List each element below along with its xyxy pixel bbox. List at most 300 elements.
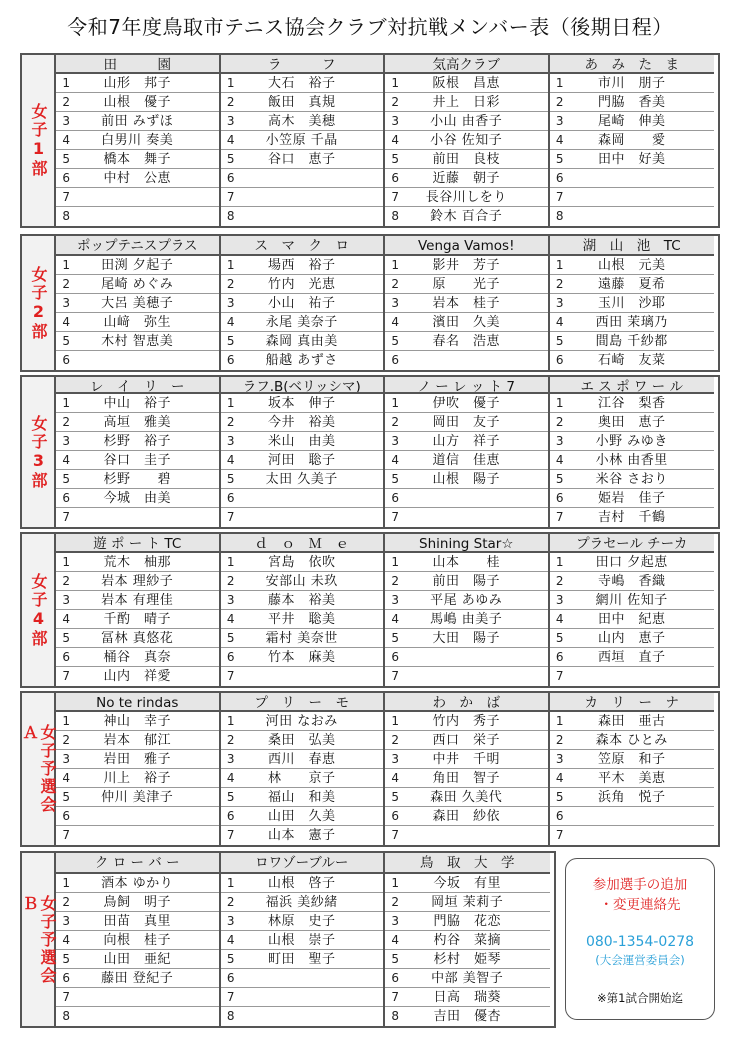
member-row bbox=[221, 489, 384, 508]
member-row bbox=[385, 788, 548, 807]
member-name: 山﨑 弥生 bbox=[103, 315, 171, 330]
member-number: 5 bbox=[62, 790, 70, 804]
member-number: 6 bbox=[226, 171, 235, 185]
member-name: 森田 紗依 bbox=[432, 809, 500, 824]
member-name bbox=[570, 207, 715, 226]
member-number: 2 bbox=[555, 574, 564, 588]
member-name: 平井 聡美 bbox=[267, 612, 336, 627]
member-name: 田中 好美 bbox=[597, 152, 666, 167]
member-number: 7 bbox=[62, 190, 70, 204]
member-name: 大呂 美穂子 bbox=[101, 296, 174, 311]
member-name: 桑田 弘美 bbox=[267, 733, 336, 748]
member-name bbox=[76, 207, 219, 226]
team-column bbox=[56, 534, 221, 686]
member-number: 7 bbox=[555, 828, 564, 842]
member-name: 高木 美穂 bbox=[267, 114, 336, 129]
member-name: 小野 みゆき bbox=[595, 434, 668, 449]
team-name: ス マ ク ロ bbox=[221, 236, 384, 256]
member-name: 高垣 雅美 bbox=[103, 415, 171, 430]
member-number: 5 bbox=[226, 952, 235, 966]
member-name: 荒木 柚那 bbox=[103, 555, 171, 570]
member-number: 5 bbox=[226, 472, 235, 486]
member-number: 8 bbox=[555, 209, 564, 223]
member-name: 岩本 郁江 bbox=[103, 733, 171, 748]
member-number: 4 bbox=[391, 453, 399, 467]
member-number: 5 bbox=[226, 790, 235, 804]
member-row bbox=[385, 470, 548, 489]
member-row bbox=[221, 591, 384, 610]
member-number: 1 bbox=[391, 876, 399, 890]
member-name: 山本 桂 bbox=[432, 555, 500, 570]
member-number: 1 bbox=[62, 714, 70, 728]
member-row bbox=[550, 256, 715, 275]
member-number: 6 bbox=[391, 353, 399, 367]
team-column bbox=[550, 534, 715, 686]
member-row bbox=[385, 313, 548, 332]
member-number: 5 bbox=[62, 631, 70, 645]
team-column bbox=[385, 377, 550, 527]
member-name: 岡田 友子 bbox=[432, 415, 500, 430]
member-name bbox=[76, 508, 219, 527]
member-number: 5 bbox=[555, 334, 564, 348]
member-row bbox=[56, 188, 219, 207]
member-number: 4 bbox=[62, 453, 70, 467]
member-row bbox=[385, 74, 548, 93]
member-row bbox=[385, 988, 550, 1007]
member-name: 近藤 朝子 bbox=[432, 171, 500, 186]
member-number: 1 bbox=[391, 258, 399, 272]
member-row bbox=[221, 207, 384, 226]
member-row bbox=[221, 74, 384, 93]
member-row bbox=[385, 169, 548, 188]
member-row bbox=[56, 788, 219, 807]
member-number: 5 bbox=[391, 152, 399, 166]
member-name: 道信 佳恵 bbox=[432, 453, 500, 468]
member-row bbox=[56, 667, 219, 686]
member-row bbox=[385, 950, 550, 969]
member-name bbox=[241, 988, 384, 1006]
teams-row bbox=[56, 377, 718, 527]
member-name: 竹内 光恵 bbox=[267, 277, 336, 292]
member-name: 姫岩 佳子 bbox=[597, 491, 666, 506]
member-name: 森岡 愛 bbox=[597, 133, 666, 148]
member-name: 山方 祥子 bbox=[432, 434, 500, 449]
member-number: 1 bbox=[62, 396, 70, 410]
member-number: 2 bbox=[62, 95, 70, 109]
member-number: 7 bbox=[555, 669, 564, 683]
member-name: 町田 聖子 bbox=[267, 952, 336, 967]
member-row bbox=[550, 207, 715, 226]
member-row bbox=[550, 572, 715, 591]
member-number: 3 bbox=[62, 296, 70, 310]
team-name: 鳥 取 大 学 bbox=[385, 853, 550, 874]
member-name: 前田 みずほ bbox=[101, 114, 174, 129]
division-section bbox=[20, 375, 720, 529]
member-number: 1 bbox=[226, 76, 235, 90]
member-name: 田渕 夕起子 bbox=[101, 258, 174, 273]
member-number: 6 bbox=[555, 809, 564, 823]
member-number: 2 bbox=[226, 895, 235, 909]
team-name: ノ ー レ ッ ト 7 bbox=[385, 377, 548, 394]
member-name: 井上 日彩 bbox=[432, 95, 500, 110]
member-row bbox=[221, 648, 384, 667]
member-row bbox=[385, 93, 548, 112]
member-name: 石崎 友菜 bbox=[597, 353, 666, 368]
division-label-text: 女子4部 bbox=[29, 572, 48, 648]
member-number: 4 bbox=[226, 771, 235, 785]
member-name: 向根 桂子 bbox=[103, 933, 171, 948]
member-name: 角田 智子 bbox=[432, 771, 500, 786]
member-row bbox=[385, 413, 548, 432]
division-label-text: 女子1部 bbox=[29, 103, 48, 178]
member-number: 6 bbox=[226, 809, 235, 823]
member-number: 6 bbox=[62, 353, 70, 367]
member-row bbox=[56, 731, 219, 750]
member-name: 岩本 桂子 bbox=[432, 296, 500, 311]
member-name: 福山 和美 bbox=[267, 790, 336, 805]
member-number: 7 bbox=[391, 828, 399, 842]
member-name bbox=[570, 807, 715, 825]
member-number: 6 bbox=[226, 650, 235, 664]
member-number: 3 bbox=[226, 296, 235, 310]
member-row bbox=[550, 294, 715, 313]
member-number: 6 bbox=[555, 171, 564, 185]
team-name: Venga Vamos! bbox=[385, 236, 548, 256]
member-number: 5 bbox=[62, 472, 70, 486]
member-name: 西垣 直子 bbox=[597, 650, 666, 665]
team-column bbox=[56, 377, 221, 527]
member-row bbox=[56, 275, 219, 294]
member-name: 冨林 真悠花 bbox=[101, 631, 174, 646]
member-name: 岩本 有理佳 bbox=[101, 593, 174, 608]
team-name: ラフ.B(ベリッシマ) bbox=[221, 377, 384, 394]
member-row bbox=[385, 332, 548, 351]
member-name bbox=[405, 826, 548, 845]
member-row bbox=[221, 451, 384, 470]
member-row bbox=[550, 169, 715, 188]
member-row bbox=[56, 572, 219, 591]
member-row bbox=[385, 131, 548, 150]
member-row bbox=[385, 294, 548, 313]
member-name: 森田 亜古 bbox=[597, 714, 666, 729]
member-name: 山田 亜紀 bbox=[103, 952, 171, 967]
member-row bbox=[550, 731, 715, 750]
member-name: 西田 茉璃乃 bbox=[595, 315, 668, 330]
member-row bbox=[56, 750, 219, 769]
member-row bbox=[56, 969, 219, 988]
member-number: 7 bbox=[391, 990, 399, 1004]
member-name bbox=[76, 988, 219, 1006]
team-name: カ リ ー ナ bbox=[550, 693, 715, 712]
member-row bbox=[221, 912, 384, 931]
member-name: 杉野 裕子 bbox=[103, 434, 171, 449]
member-row bbox=[221, 893, 384, 912]
member-row bbox=[550, 553, 715, 572]
member-number: 2 bbox=[555, 95, 564, 109]
member-number: 4 bbox=[62, 133, 70, 147]
member-name: 小笠原 千晶 bbox=[265, 133, 338, 148]
member-number: 4 bbox=[62, 933, 70, 947]
member-row bbox=[385, 874, 550, 893]
member-name: 米谷 さおり bbox=[595, 472, 668, 487]
member-row bbox=[550, 629, 715, 648]
member-row bbox=[221, 572, 384, 591]
member-row bbox=[221, 294, 384, 313]
member-name: 大石 裕子 bbox=[267, 76, 336, 91]
member-name: 西口 栄子 bbox=[432, 733, 500, 748]
member-number: 4 bbox=[62, 771, 70, 785]
team-name: 湖 山 池 TC bbox=[550, 236, 715, 256]
member-number: 3 bbox=[555, 114, 564, 128]
member-name: 鈴木 百合子 bbox=[430, 209, 503, 224]
member-number: 4 bbox=[226, 315, 235, 329]
team-name: No te rindas bbox=[56, 693, 219, 712]
member-number: 1 bbox=[391, 555, 399, 569]
member-name: 伊吹 優子 bbox=[432, 396, 500, 411]
member-row bbox=[385, 826, 548, 845]
member-number: 3 bbox=[226, 593, 235, 607]
member-row bbox=[56, 769, 219, 788]
member-number: 3 bbox=[555, 752, 564, 766]
member-name bbox=[76, 351, 219, 370]
member-number: 3 bbox=[62, 914, 70, 928]
member-number: 1 bbox=[226, 396, 235, 410]
member-number: 8 bbox=[62, 1009, 70, 1023]
member-number: 3 bbox=[226, 114, 235, 128]
member-name: 山根 優子 bbox=[103, 95, 171, 110]
member-row bbox=[550, 769, 715, 788]
member-row bbox=[385, 432, 548, 451]
member-name: 吉村 千鶴 bbox=[597, 510, 666, 525]
team-column bbox=[56, 55, 221, 226]
member-name: 市川 朋子 bbox=[597, 76, 666, 91]
member-name bbox=[570, 667, 715, 686]
member-name: 場西 裕子 bbox=[267, 258, 336, 273]
member-row bbox=[221, 93, 384, 112]
member-name: 山根 崇子 bbox=[267, 933, 336, 948]
member-number: 5 bbox=[391, 952, 399, 966]
teams-row bbox=[56, 55, 718, 226]
member-row bbox=[550, 188, 715, 207]
member-name: 馬嶋 由美子 bbox=[430, 612, 503, 627]
member-row bbox=[221, 131, 384, 150]
member-number: 6 bbox=[555, 353, 564, 367]
member-row bbox=[385, 731, 548, 750]
member-row bbox=[56, 169, 219, 188]
member-number: 3 bbox=[226, 434, 235, 448]
division-label-text: 女子3部 bbox=[29, 414, 48, 490]
member-number: 7 bbox=[391, 669, 399, 683]
member-number: 8 bbox=[391, 1009, 399, 1023]
member-name: 河田 聡子 bbox=[267, 453, 336, 468]
team-name: レ イ リ ー bbox=[56, 377, 219, 394]
member-row bbox=[56, 648, 219, 667]
division-label-text: 女子予選会 Ａ bbox=[20, 724, 57, 814]
teams-row bbox=[56, 534, 718, 686]
member-row bbox=[56, 712, 219, 731]
member-row bbox=[550, 667, 715, 686]
member-row bbox=[385, 807, 548, 826]
member-number: 7 bbox=[226, 190, 235, 204]
member-row bbox=[385, 188, 548, 207]
member-name: 尾崎 めぐみ bbox=[101, 277, 174, 292]
team-column bbox=[550, 693, 715, 845]
division-section bbox=[20, 851, 556, 1028]
member-number: 5 bbox=[555, 631, 564, 645]
member-row bbox=[385, 610, 548, 629]
member-row bbox=[221, 969, 384, 988]
member-number: 8 bbox=[391, 209, 399, 223]
member-name: 藤田 登紀子 bbox=[101, 971, 174, 986]
team-name: ロワゾーブルー bbox=[221, 853, 384, 874]
member-name: 小林 由香里 bbox=[595, 453, 668, 468]
member-number: 2 bbox=[391, 574, 399, 588]
team-name: Shining Star☆ bbox=[385, 534, 548, 553]
member-number: 8 bbox=[62, 209, 70, 223]
member-name: 前田 陽子 bbox=[432, 574, 500, 589]
member-row bbox=[56, 93, 219, 112]
member-name: 原 光子 bbox=[432, 277, 500, 292]
member-number: 2 bbox=[391, 95, 399, 109]
member-name: 遠藤 夏希 bbox=[597, 277, 666, 292]
member-row bbox=[56, 207, 219, 226]
member-number: 1 bbox=[555, 714, 564, 728]
member-name: 平尾 あゆみ bbox=[430, 593, 503, 608]
member-row bbox=[385, 591, 548, 610]
member-number: 2 bbox=[391, 733, 399, 747]
member-row bbox=[550, 351, 715, 370]
member-number: 1 bbox=[555, 396, 564, 410]
division-label bbox=[22, 55, 56, 226]
team-column bbox=[550, 236, 715, 370]
member-row bbox=[56, 394, 219, 413]
member-name: 杉野 碧 bbox=[103, 472, 171, 487]
member-name: 谷口 恵子 bbox=[267, 152, 336, 167]
member-number: 5 bbox=[62, 952, 70, 966]
member-row bbox=[385, 629, 548, 648]
member-number: 6 bbox=[226, 491, 235, 505]
division-section bbox=[20, 691, 720, 847]
member-row bbox=[56, 112, 219, 131]
member-number: 4 bbox=[555, 453, 564, 467]
member-name: 林原 史子 bbox=[267, 914, 336, 929]
member-number: 7 bbox=[391, 510, 399, 524]
member-row bbox=[550, 112, 715, 131]
member-row bbox=[56, 931, 219, 950]
member-row bbox=[550, 750, 715, 769]
member-row bbox=[550, 610, 715, 629]
team-name: エ ス ポ ワ ー ル bbox=[550, 377, 715, 394]
member-number: 1 bbox=[62, 258, 70, 272]
member-number: 2 bbox=[226, 574, 235, 588]
member-number: 4 bbox=[226, 133, 235, 147]
member-name bbox=[570, 826, 715, 845]
member-number: 2 bbox=[62, 277, 70, 291]
member-number: 2 bbox=[555, 277, 564, 291]
member-name bbox=[405, 508, 548, 527]
member-number: 7 bbox=[62, 510, 70, 524]
member-row bbox=[221, 332, 384, 351]
member-number: 1 bbox=[226, 258, 235, 272]
member-name: 今坂 有里 bbox=[433, 876, 501, 891]
member-row bbox=[550, 275, 715, 294]
member-name bbox=[241, 207, 384, 226]
member-row bbox=[56, 351, 219, 370]
member-row bbox=[56, 826, 219, 845]
member-row bbox=[385, 394, 548, 413]
member-name: 宮島 依吹 bbox=[267, 555, 336, 570]
contact-note: ※第1試合開始迄 bbox=[597, 991, 683, 1005]
member-number: 1 bbox=[226, 876, 235, 890]
member-number: 5 bbox=[555, 790, 564, 804]
member-row bbox=[221, 807, 384, 826]
teams-row bbox=[56, 853, 554, 1026]
member-row bbox=[56, 489, 219, 508]
member-name bbox=[570, 169, 715, 187]
contact-phone[interactable]: 080-1354-0278 bbox=[585, 934, 695, 950]
division-label-text: 女子2部 bbox=[29, 265, 48, 341]
team-column bbox=[385, 55, 550, 226]
contact-heading-2: ・変更連絡先 bbox=[599, 897, 681, 913]
division-section bbox=[20, 532, 720, 688]
member-name: 河田 なおみ bbox=[265, 714, 338, 729]
member-name bbox=[570, 188, 715, 206]
member-name bbox=[241, 667, 384, 686]
member-name: 日高 瑞葵 bbox=[433, 990, 501, 1005]
member-number: 5 bbox=[391, 631, 399, 645]
member-number: 8 bbox=[226, 1009, 235, 1023]
division-label-text: 女子予選会 Ｂ bbox=[20, 894, 57, 985]
member-number: 3 bbox=[62, 114, 70, 128]
member-row bbox=[550, 451, 715, 470]
division-label bbox=[22, 377, 56, 527]
member-name: 酒本 ゆかり bbox=[101, 876, 174, 891]
member-row bbox=[221, 874, 384, 893]
member-name: 小谷 佐知子 bbox=[430, 133, 503, 148]
member-number: 7 bbox=[226, 510, 235, 524]
member-row bbox=[221, 988, 384, 1007]
member-number: 6 bbox=[62, 491, 70, 505]
member-number: 6 bbox=[226, 971, 235, 985]
member-row bbox=[221, 731, 384, 750]
member-name: 玉川 沙耶 bbox=[597, 296, 666, 311]
member-row bbox=[550, 826, 715, 845]
member-name: 竹内 秀子 bbox=[432, 714, 500, 729]
member-number: 2 bbox=[62, 415, 70, 429]
member-row bbox=[385, 572, 548, 591]
member-row bbox=[56, 470, 219, 489]
member-row bbox=[385, 489, 548, 508]
member-number: 7 bbox=[62, 990, 70, 1004]
member-number: 5 bbox=[391, 334, 399, 348]
member-name: 門脇 花恋 bbox=[433, 914, 501, 929]
member-number: 5 bbox=[226, 334, 235, 348]
member-name: 小山 由香子 bbox=[430, 114, 503, 129]
member-number: 5 bbox=[391, 790, 399, 804]
member-name: 網川 佐知子 bbox=[595, 593, 668, 608]
team-name: ク ロ ー バ ー bbox=[56, 853, 219, 874]
member-row bbox=[385, 769, 548, 788]
member-name: 永尾 美奈子 bbox=[265, 315, 338, 330]
page-title: 令和7年度鳥取市テニス協会クラブ対抗戦メンバー表（後期日程） bbox=[67, 15, 673, 39]
member-name: 木村 智恵美 bbox=[101, 334, 174, 349]
member-row bbox=[56, 591, 219, 610]
member-number: 1 bbox=[226, 555, 235, 569]
member-number: 6 bbox=[226, 353, 235, 367]
member-number: 7 bbox=[62, 669, 70, 683]
team-column bbox=[385, 693, 550, 845]
team-column bbox=[56, 236, 221, 370]
